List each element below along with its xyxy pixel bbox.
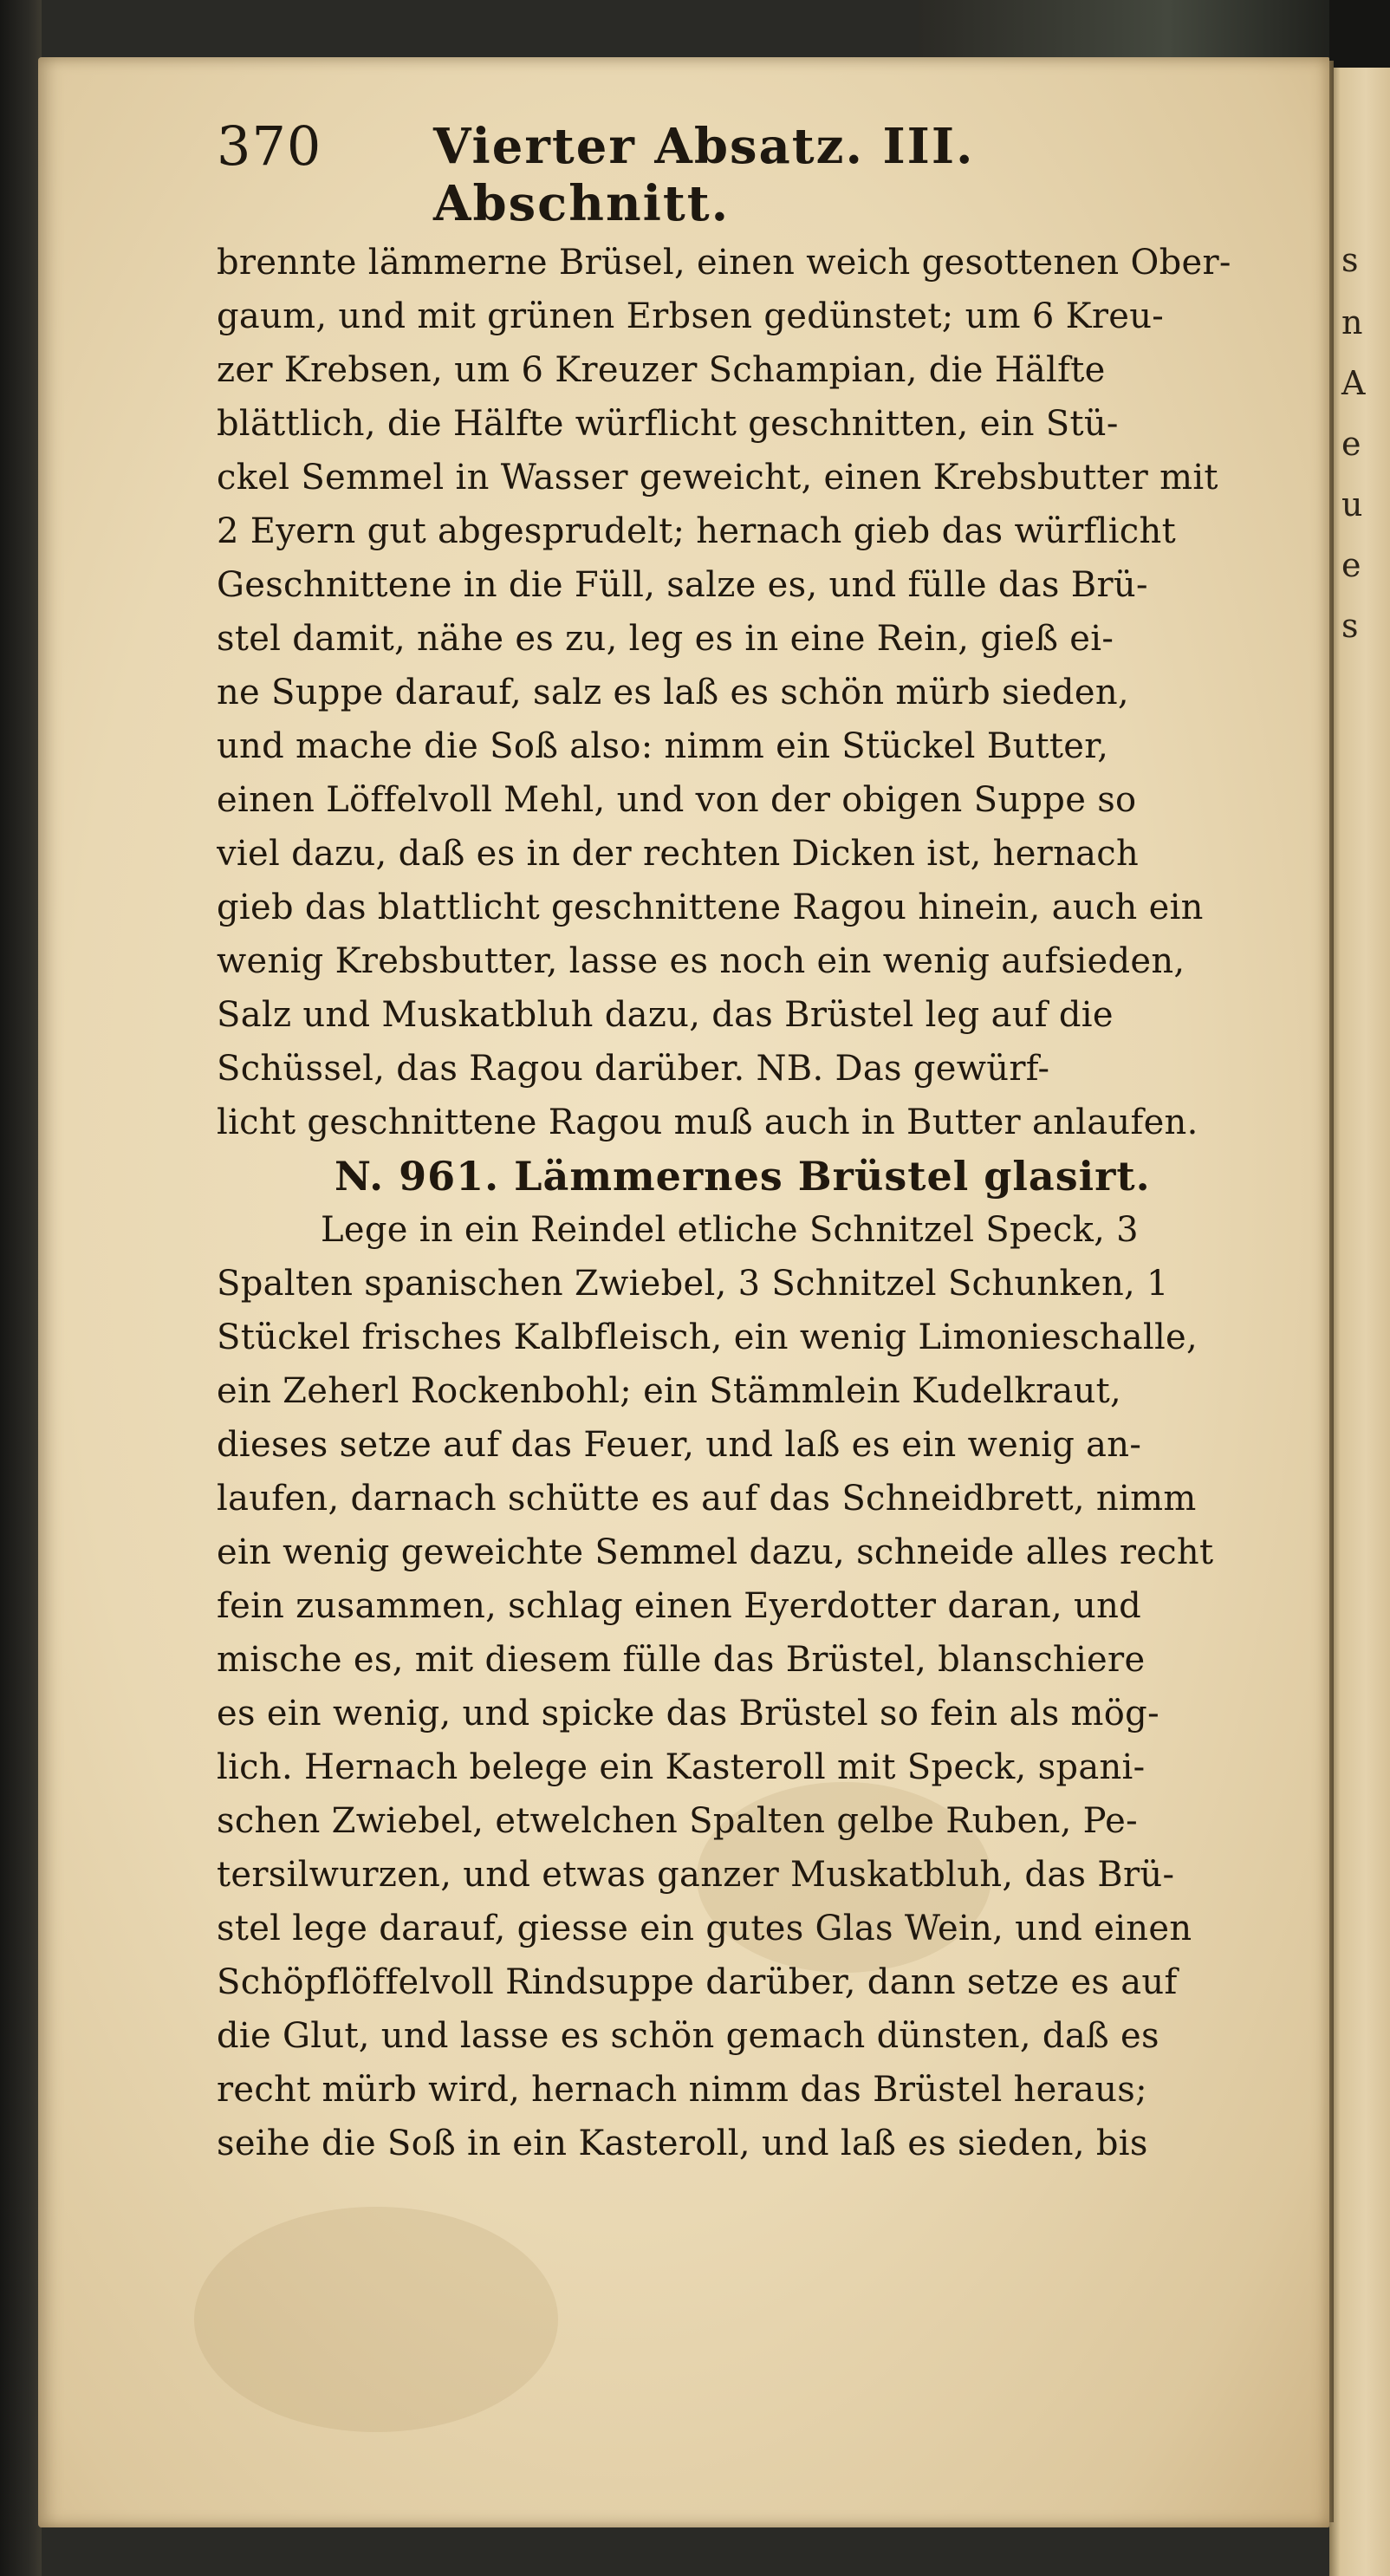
text-line: Stückel frisches Kalbfleisch, ein wenig Limonieschalle, [217, 1317, 1198, 1357]
recipe-heading: N. 961. Lämmernes Brüstel glasirt. [335, 1153, 1151, 1200]
text-line: ein wenig geweichte Semmel dazu, schneide alles recht [217, 1532, 1214, 1572]
adjacent-page-letter: e [1341, 425, 1361, 463]
text-line: Lege in ein Reindel etliche Schnitzel Speck, 3 [321, 1210, 1139, 1250]
text-line: brennte lämmerne Brüsel, einen weich gesottenen Ober- [217, 243, 1231, 283]
text-line: recht mürb wird, hernach nimm das Brüstel heraus; [217, 2070, 1147, 2110]
page-number: 370 [217, 114, 322, 178]
body-text [217, 236, 1315, 2170]
text-line: die Glut, und lasse es schön gemach dünsten, daß es [217, 2016, 1159, 2056]
text-line: es ein wenig, und spicke das Brüstel so fein als mög- [217, 1694, 1159, 1734]
paper-stain [194, 2207, 558, 2432]
text-line: Schüssel, das Ragou darüber. NB. Das gewürf- [217, 1049, 1050, 1089]
adjacent-page-letter: e [1341, 546, 1361, 584]
adjacent-page-letter: n [1341, 303, 1363, 342]
text-line: wenig Krebsbutter, lasse es noch ein wenig aufsieden, [217, 941, 1185, 981]
text-line: und mache die Soß also: nimm ein Stückel Butter, [217, 726, 1109, 766]
left-binding-shadow [0, 0, 42, 2576]
text-line: Salz und Muskatbluh dazu, das Brüstel leg auf die [217, 995, 1114, 1035]
text-line: zer Krebsen, um 6 Kreuzer Schampian, die Hälfte [217, 350, 1106, 390]
right-top-background [1329, 0, 1390, 69]
text-line: licht geschnittene Ragou muß auch in Butter anlaufen. [217, 1103, 1198, 1142]
adjacent-page-letter: u [1341, 485, 1363, 524]
text-line: dieses setze auf das Feuer, und laß es ein wenig an- [217, 1425, 1142, 1465]
page-header [217, 114, 1274, 232]
text-line: viel dazu, daß es in der rechten Dicken ist, hernach [217, 834, 1140, 874]
text-line: einen Löffelvoll Mehl, und von der obigen Suppe so [217, 780, 1137, 820]
text-line: laufen, darnach schütte es auf das Schneidbrett, nimm [217, 1479, 1197, 1519]
text-line: fein zusammen, schlag einen Eyerdotter daran, und [217, 1586, 1142, 1626]
text-line: blättlich, die Hälfte würflicht geschnitten, ein Stü- [217, 404, 1119, 444]
adjacent-page-letter: s [1341, 241, 1359, 279]
text-line: gieb das blattlicht geschnittene Ragou hinein, auch ein [217, 888, 1204, 927]
text-line: ne Suppe darauf, salz es laß es schön mürb sieden, [217, 673, 1129, 712]
adjacent-page-letter: s [1341, 607, 1359, 645]
text-line: mische es, mit diesem fülle das Brüstel, blanschiere [217, 1640, 1146, 1680]
text-line: tersilwurzen, und etwas ganzer Muskatbluh, das Brü- [217, 1855, 1175, 1895]
text-line: stel lege darauf, giesse ein gutes Glas Wein, und einen [217, 1909, 1192, 1948]
adjacent-page-letter: A [1341, 364, 1366, 402]
running-head: Vierter Absatz. III. Abschnitt. [433, 118, 975, 232]
text-line: gaum, und mit grünen Erbsen gedünstet; um 6 Kreu- [217, 296, 1165, 336]
text-line: lich. Hernach belege ein Kasteroll mit Speck, spani- [217, 1747, 1146, 1787]
text-line: 2 Eyern gut abgesprudelt; hernach gieb das würflicht [217, 511, 1176, 551]
text-line: Schöpflöffelvoll Rindsuppe darüber, dann setze es auf [217, 1962, 1178, 2002]
text-line: stel damit, nähe es zu, leg es in eine Rein, gieß ei- [217, 619, 1114, 659]
text-line: seihe die Soß in ein Kasteroll, und laß es sieden, bis [217, 2124, 1148, 2163]
text-line: schen Zwiebel, etwelchen Spalten gelbe Ruben, Pe- [217, 1801, 1138, 1841]
text-line: Geschnittene in die Füll, salze es, und fülle das Brü- [217, 565, 1148, 605]
text-line: ckel Semmel in Wasser geweicht, einen Krebsbutter mit [217, 458, 1218, 498]
text-line: ein Zeherl Rockenbohl; ein Stämmlein Kudelkraut, [217, 1371, 1122, 1411]
text-line: Spalten spanischen Zwiebel, 3 Schnitzel Schunken, 1 [217, 1264, 1169, 1304]
